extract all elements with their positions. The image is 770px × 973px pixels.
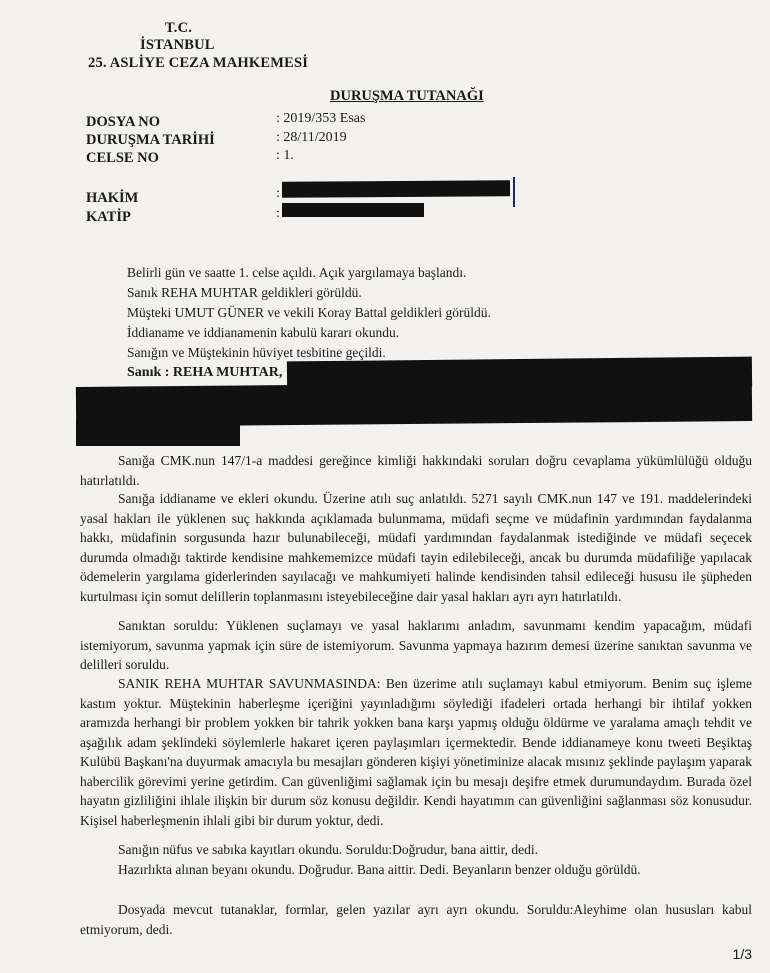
field-value-session-no: : 1.	[276, 148, 294, 163]
paragraph-defendant-asked: Sanıktan soruldu: Yüklenen suçlamayı ve yasal haklarımı anladım, savunmamı kendim yapacağım, müdafi istemiyorum, savunma yapmak için süre de istemiyorum. Savunma yapmaya hazırım demesi üzerine sanıktan savunma ve delilleri soruldu.	[80, 618, 752, 672]
redaction-pen-mark	[513, 177, 515, 207]
field-label-file-no: DOSYA NO	[86, 114, 161, 130]
intro-line-2: Sanık REHA MUHTAR geldikleri görüldü.	[127, 285, 362, 300]
page-number: 1/3	[732, 946, 752, 962]
header-tc: T.C.	[165, 20, 193, 36]
field-value-hearing-date: : 28/11/2019	[276, 130, 347, 145]
paragraph-documents-read: Dosyada mevcut tutanaklar, formlar, gelen yazılar ayrı ayrı okundu. Soruldu:Aleyhime olan hususları kabul etmiyorum, dedi.	[80, 902, 752, 937]
document-title: DURUŞMA TUTANAĞI	[330, 88, 484, 104]
field-value-judge: :	[276, 186, 280, 201]
intro-line-4: İddianame ve iddianamenin kabulü kararı okundu.	[127, 325, 400, 340]
intro-line-1: Belirli gün ve saatte 1. celse açıldı. Açık yargılamaya başlandı.	[127, 265, 467, 280]
header-city: İSTANBUL	[140, 37, 215, 53]
field-label-clerk: KATİP	[86, 209, 131, 225]
intro-line-3: Müşteki UMUT GÜNER ve vekili Koray Battal geldikleri görüldü.	[127, 305, 491, 320]
paragraph-defense-statement: SANIK REHA MUHTAR SAVUNMASINDA: Ben üzerime atılı suçlamayı kabul etmiyorum. Benim suç işleme kastım yoktur. Müştekinin haberleşme içeriğini yayınladığımı söylediği ifadeleri ortada herhangi bir ihtilaf yokken aramızda herhangi bir problem yokken bir tahrik yokken bana karşı yapmış olduğu öldürme ve yaralama amaçlı tehdit ve aşağılık adam şeklindeki söylemlerle hakaret içeren paylaşımları içermektedir. Bende iddianameye konu tweeti Beşiktaş Kulübü Başkanı'na duyurmak amacıyla bu mesajları gönderen kişiyi yönetiminize alacak mısınız şeklinde paylaşım yaparak habercilik görevimi yerine getirdim. Can güvenliğimi sağlamak için bu mesajı deşifre etmek durumundaydım. Burada özel hayatın gizliliğini ihlale ilişkin bir durum söz konusu değildir. Kendi hayatımın can güvenliğini sağlanması söz konusudur. Kişisel haberleşmenin ihlali gibi bir durum yoktur, dedi.	[80, 676, 752, 828]
paragraph-records-read: Sanığın nüfus ve sabıka kayıtları okundu. Soruldu:Doğrudur, bana aittir, dedi.	[118, 842, 538, 857]
field-value-file-no: : 2019/353 Esas	[276, 111, 366, 126]
header-court: 25. ASLİYE CEZA MAHKEMESİ	[88, 55, 309, 71]
defendant-details-redaction-3	[76, 420, 240, 446]
judge-name-redaction	[282, 180, 510, 198]
intro-line-5: Sanığın ve Müştekinin hüviyet tesbitine geçildi.	[127, 345, 386, 360]
field-value-clerk: :	[276, 206, 280, 221]
defendant-label: Sanık : REHA MUHTAR,	[127, 365, 283, 380]
field-label-session-no: CELSE NO	[86, 150, 159, 166]
paragraph-rights-reminder: Sanığa iddianame ve ekleri okundu. Üzerine atılı suç anlatıldı. 5271 sayılı CMK.nun 147 ve 191. maddelerindeki yasal hakları ile yüklenen suç hakkında açıklamada bulunmama, müdafi seçme ve müdafinin yardımından faydalanma hakkı, müdafinin sorgusunda hazır bulunabileceği, müdafi yardımından faydalanmak istediğinde ve müdafi seçecek durumda olmadığı taktirde kendisine mahkememizce müdafi tayin edilebileceği, ancak bu durumda müdafiliğe yapılacak ödemelerin yargılama giderlerinden sayılacağı ve mahkumiyeti halinde kendisinden tahsil edileceği hususu ile şüpheden kurtulması için somut delillerin toplanmasını isteyebileceğine dair yasal hakları ayrı ayrı hatırlatıldı.	[80, 491, 752, 604]
field-label-judge: HAKİM	[86, 190, 139, 206]
field-label-hearing-date: DURUŞMA TARİHİ	[86, 132, 215, 148]
paragraph-prior-statement: Hazırlıkta alınan beyanı okundu. Doğrudur. Bana aittir. Dedi. Beyanların benzer olduğu görüldü.	[118, 862, 641, 877]
paragraph-identity-warning: Sanığa CMK.nun 147/1-a maddesi gereğince kimliği hakkındaki soruları doğru cevaplama yükümlülüğü olduğu hatırlatıldı.	[80, 453, 752, 488]
clerk-name-redaction	[282, 203, 424, 217]
